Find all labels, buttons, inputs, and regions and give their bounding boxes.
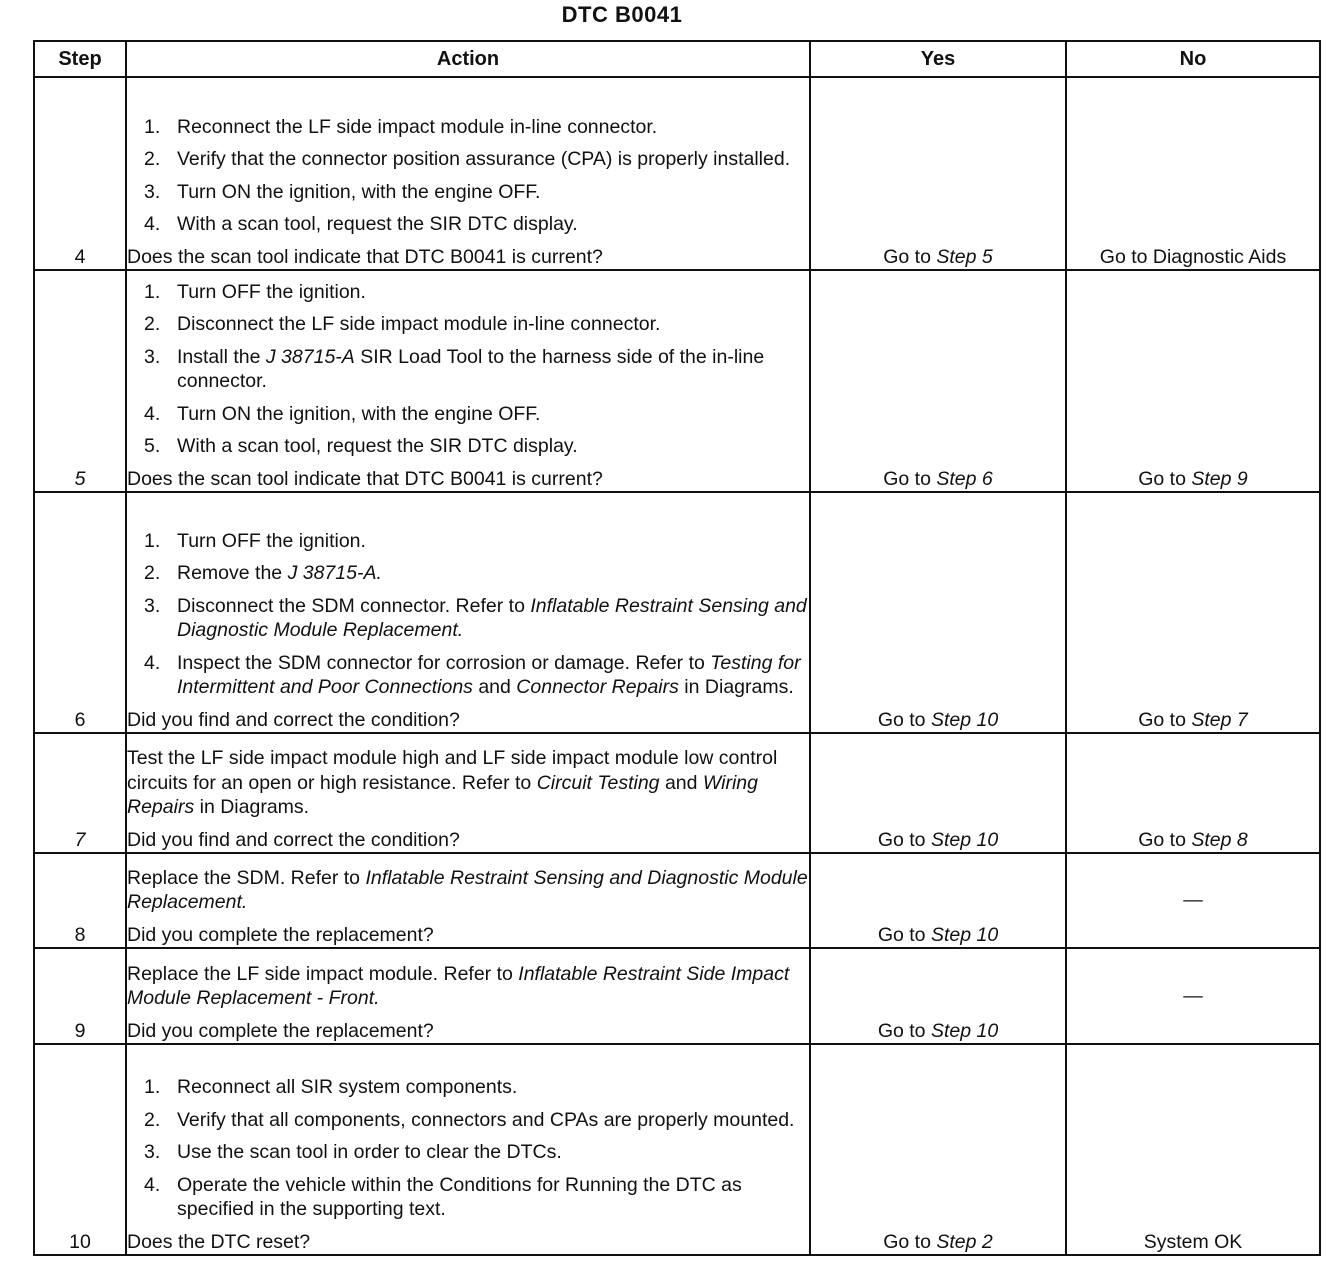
table-row [34, 733, 1320, 853]
action-cell [126, 948, 810, 1044]
list-item: 2. Disconnect the LF side impact module in-line connector. [144, 313, 661, 335]
step-reference: Step 10 [930, 828, 999, 851]
action-question: Did you find and correct the condition? [127, 708, 460, 731]
page-title: DTC B0041 [561, 2, 683, 27]
list-item: 3. Install the J 38715-A SIR Load Tool to the harness side of the in-line connector. [144, 345, 765, 392]
step-reference: Step 7 [1191, 708, 1248, 731]
action-question: Does the DTC reset? [127, 1230, 311, 1253]
action-text: Replace the SDM. Refer to Inflatable Restraint Sensing and Diagnostic Module Replacement. [127, 866, 808, 913]
table-row [34, 270, 1320, 492]
step-reference: Step 10 [930, 708, 999, 731]
action-cell [126, 1044, 810, 1255]
table-header-row [34, 41, 1320, 77]
step-reference: Step 5 [936, 245, 993, 268]
action-question: Did you find and correct the condition? [127, 828, 460, 851]
list-item: 2. Remove the J 38715-A. [144, 562, 382, 584]
action-cell [126, 492, 810, 733]
action-cell [126, 270, 810, 492]
list-item: 2. Verify that the connector position assurance (CPA) is properly installed. [144, 148, 791, 170]
no-result: Go to Step 9 [1066, 270, 1320, 492]
action-text: Replace the LF side impact module. Refer to Inflatable Restraint Side Impact Module Replacement - Front. [127, 962, 790, 1009]
action-question: Did you complete the replacement? [127, 923, 434, 946]
action-question: Does the scan tool indicate that DTC B0041 is current? [127, 245, 603, 268]
step-reference: Step 2 [936, 1230, 993, 1253]
step-reference: Step 8 [1191, 828, 1248, 851]
list-item: 4. Inspect the SDM connector for corrosion or damage. Refer to Testing for Intermittent and Poor Connections and Connector Repairs in Diagrams. [144, 651, 801, 698]
action-question: Does the scan tool indicate that DTC B0041 is current? [127, 467, 603, 490]
action-list [127, 529, 809, 700]
step-reference: Step 9 [1191, 467, 1248, 490]
list-item: 2. Verify that all components, connectors and CPAs are properly mounted. [144, 1108, 795, 1131]
table-row [34, 1044, 1320, 1255]
list-item: 4. Turn ON the ignition, with the engine OFF. [144, 402, 541, 425]
step-number: 7 [34, 733, 126, 853]
yes-result: Go to Step 10 [810, 853, 1066, 948]
list-item: 3. Turn ON the ignition, with the engine OFF. [144, 180, 541, 203]
step-number: 5 [34, 270, 126, 492]
yes-result: Go to Step 10 [810, 492, 1066, 733]
list-item: 5. With a scan tool, request the SIR DTC display. [144, 435, 578, 457]
list-item: 3. Disconnect the SDM connector. Refer to Inflatable Restraint Sensing and Diagnostic Module Replacement. [144, 594, 807, 641]
no-result: Go to Diagnostic Aids [1066, 77, 1320, 270]
step-number: 6 [34, 492, 126, 733]
table-row [34, 492, 1320, 733]
step-reference: Step 6 [936, 467, 993, 490]
action-list [127, 1075, 809, 1222]
header-no: No [1066, 41, 1320, 77]
list-item: 3. Use the scan tool in order to clear the DTCs. [144, 1141, 562, 1163]
yes-result: Go to Step 10 [810, 948, 1066, 1044]
action-text: Test the LF side impact module high and LF side impact module low control circuits for an open or high resistance. Refer to Circuit Testing and Wiring Repairs in Diagrams. [127, 747, 778, 818]
list-item: 1. Turn OFF the ignition. [144, 529, 366, 552]
action-cell [126, 733, 810, 853]
yes-result: Go to Step 10 [810, 733, 1066, 853]
yes-result: Go to Step 6 [810, 270, 1066, 492]
no-result: — [1066, 948, 1320, 1044]
list-item: 1. Reconnect all SIR system components. [144, 1076, 518, 1098]
action-cell [126, 77, 810, 270]
step-number: 8 [34, 853, 126, 948]
header-action: Action [126, 41, 810, 77]
header-step: Step [34, 41, 126, 77]
table-row [34, 948, 1320, 1044]
action-cell [126, 853, 810, 948]
list-item: 1. Reconnect the LF side impact module in-line connector. [144, 115, 658, 138]
step-number: 10 [34, 1044, 126, 1255]
step-number: 4 [34, 77, 126, 270]
header-yes: Yes [810, 41, 1066, 77]
yes-result: Go to Step 2 [810, 1044, 1066, 1255]
list-item: 4. Operate the vehicle within the Conditions for Running the DTC as specified in the supporting text. [144, 1173, 742, 1220]
action-list [127, 115, 809, 237]
dtc-table [33, 40, 1321, 1256]
no-result: Go to Step 8 [1066, 733, 1320, 853]
action-question: Did you complete the replacement? [127, 1019, 434, 1042]
table-row [34, 77, 1320, 270]
step-number: 9 [34, 948, 126, 1044]
step-reference: Step 10 [930, 1019, 999, 1042]
list-item: 4. With a scan tool, request the SIR DTC display. [144, 213, 578, 235]
step-reference: Step 10 [930, 923, 999, 946]
no-result: — [1066, 853, 1320, 948]
no-result: System OK [1066, 1044, 1320, 1255]
no-result: Go to Step 7 [1066, 492, 1320, 733]
yes-result: Go to Step 5 [810, 77, 1066, 270]
action-list [127, 280, 809, 459]
table-row [34, 853, 1320, 948]
list-item: 1. Turn OFF the ignition. [144, 280, 366, 303]
